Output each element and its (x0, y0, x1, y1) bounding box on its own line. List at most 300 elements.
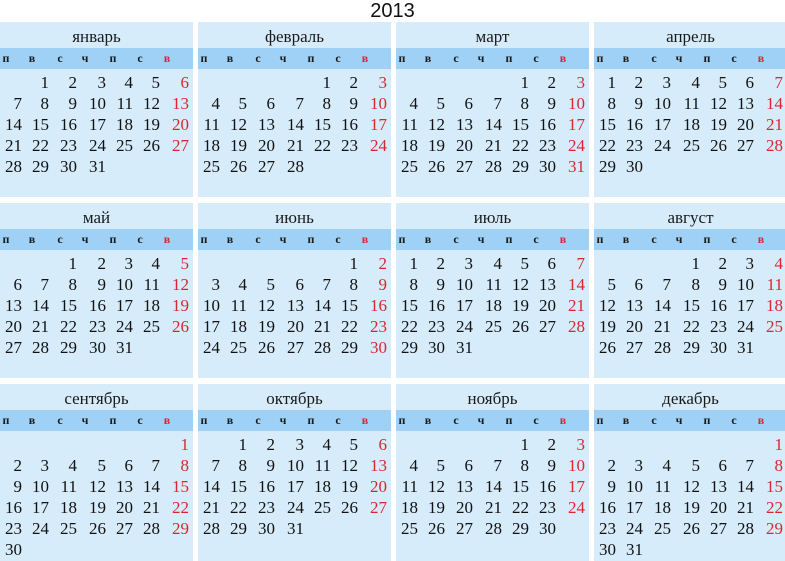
day-cell: 27 (370, 498, 387, 517)
day-cell: 13 (456, 477, 473, 496)
weekday-label: в (28, 51, 36, 65)
day-cell: 3 (97, 73, 106, 92)
day-cell: 16 (89, 296, 106, 315)
day-cell: 28 (203, 519, 220, 538)
day-grid (0, 250, 193, 359)
day-cell: 5 (436, 94, 445, 113)
day-cell: 14 (568, 275, 585, 294)
weekday-label: в (559, 413, 567, 427)
day-cell: 21 (287, 136, 304, 155)
day-cell: 17 (287, 477, 304, 496)
day-cell: 11 (683, 94, 700, 113)
day-cell: 21 (143, 498, 160, 517)
day-cell: 27 (116, 519, 133, 538)
day-cell: 28 (32, 338, 49, 357)
day-cell: 9 (607, 477, 616, 496)
day-cell: 25 (60, 519, 77, 538)
weekday-label: ч (477, 51, 485, 65)
day-cell: 29 (230, 519, 247, 538)
weekday-label: ч (675, 232, 683, 246)
day-cell: 25 (116, 136, 133, 155)
day-cell: 5 (238, 94, 247, 113)
day-cell: 10 (568, 94, 585, 113)
day-cell: 11 (230, 296, 247, 315)
day-cell: 31 (287, 519, 304, 538)
month-panel (396, 203, 589, 378)
weekday-label: с (255, 413, 261, 427)
day-cell: 5 (151, 73, 160, 92)
day-cell: 15 (683, 296, 700, 315)
day-cell: 11 (485, 275, 502, 294)
day-cell: 12 (89, 477, 106, 496)
day-cell: 13 (116, 477, 133, 496)
weekday-label: с (731, 232, 737, 246)
month-panel (396, 22, 589, 197)
day-cell: 21 (654, 317, 671, 336)
day-cell: 16 (539, 115, 556, 134)
day-cell: 15 (512, 477, 529, 496)
day-cell: 27 (626, 338, 643, 357)
day-cell: 20 (370, 477, 387, 496)
day-cell: 16 (60, 115, 77, 134)
day-cell: 15 (230, 477, 247, 496)
day-cell: 25 (143, 317, 160, 336)
day-cell: 15 (401, 296, 418, 315)
weekday-label: в (226, 413, 234, 427)
day-cell: 22 (512, 136, 529, 155)
day-cell: 12 (341, 456, 358, 475)
day-cell: 18 (60, 498, 77, 517)
weekday-header (198, 48, 391, 69)
day-cell: 7 (774, 73, 783, 92)
day-cell: 25 (401, 519, 418, 538)
day-cell: 6 (180, 73, 189, 92)
day-cell: 25 (654, 519, 671, 538)
day-cell: 1 (322, 73, 331, 92)
day-cell: 2 (266, 435, 275, 454)
day-cell: 15 (314, 115, 331, 134)
day-cell: 10 (203, 296, 220, 315)
day-cell: 9 (13, 477, 22, 496)
day-cell: 10 (737, 275, 754, 294)
day-cell: 20 (116, 498, 133, 517)
day-cell: 19 (258, 317, 275, 336)
day-cell: 26 (341, 498, 358, 517)
month-panel (198, 203, 391, 378)
day-cell: 11 (116, 94, 133, 113)
day-cell: 21 (203, 498, 220, 517)
day-cell: 2 (378, 254, 387, 273)
day-cell: 2 (349, 73, 358, 92)
day-cell: 14 (314, 296, 331, 315)
day-cell: 4 (662, 456, 671, 475)
weekday-label: в (163, 51, 171, 65)
day-cell: 4 (151, 254, 160, 273)
day-cell: 13 (710, 477, 727, 496)
day-cell: 1 (40, 73, 49, 92)
day-cell: 12 (710, 94, 727, 113)
day-cell: 30 (539, 519, 556, 538)
day-cell: 6 (547, 254, 556, 273)
day-cell: 29 (401, 338, 418, 357)
day-cell: 30 (89, 338, 106, 357)
day-cell: 15 (512, 115, 529, 134)
day-cell: 10 (654, 94, 671, 113)
day-cell: 17 (203, 317, 220, 336)
weekday-label: с (453, 413, 459, 427)
day-cell: 16 (710, 296, 727, 315)
day-cell: 16 (341, 115, 358, 134)
month-panel (198, 22, 391, 197)
weekday-label: с (651, 413, 657, 427)
day-cell: 16 (370, 296, 387, 315)
day-cell: 23 (599, 519, 616, 538)
day-cell: 15 (32, 115, 49, 134)
month-name: ноябрь (467, 389, 518, 408)
weekday-label: в (559, 51, 567, 65)
day-cell: 2 (718, 254, 727, 273)
weekday-label: в (361, 51, 369, 65)
weekday-label: ч (477, 232, 485, 246)
weekday-label: в (28, 413, 36, 427)
weekday-label: п (596, 232, 604, 246)
day-cell: 19 (428, 136, 445, 155)
day-cell: 30 (258, 519, 275, 538)
weekday-label: п (200, 51, 208, 65)
day-cell: 23 (89, 317, 106, 336)
day-cell: 9 (634, 94, 643, 113)
day-cell: 8 (774, 456, 783, 475)
day-cell: 14 (485, 115, 502, 134)
day-cell: 8 (607, 94, 616, 113)
day-cell: 2 (97, 254, 106, 273)
day-cell: 21 (766, 115, 783, 134)
day-cell: 3 (464, 254, 473, 273)
day-cell: 25 (401, 157, 418, 176)
day-cell: 24 (370, 136, 387, 155)
day-cell: 2 (436, 254, 445, 273)
weekday-label: п (703, 413, 711, 427)
day-cell: 1 (68, 254, 77, 273)
day-cell: 11 (401, 115, 418, 134)
day-cell: 3 (634, 456, 643, 475)
day-cell: 5 (718, 73, 727, 92)
day-cell: 13 (456, 115, 473, 134)
day-cell: 4 (211, 94, 220, 113)
day-cell: 31 (456, 338, 473, 357)
day-cell: 9 (718, 275, 727, 294)
day-cell: 26 (230, 157, 247, 176)
day-cell: 5 (607, 275, 616, 294)
day-cell: 6 (295, 275, 304, 294)
weekday-label: п (703, 51, 711, 65)
day-cell: 25 (485, 317, 502, 336)
weekday-label: п (398, 51, 406, 65)
day-cell: 15 (60, 296, 77, 315)
weekday-label: в (757, 232, 765, 246)
day-cell: 10 (626, 477, 643, 496)
day-cell: 9 (436, 275, 445, 294)
month-name: май (82, 208, 111, 227)
month-name: октябрь (266, 389, 323, 408)
day-cell: 29 (683, 338, 700, 357)
day-cell: 27 (5, 338, 22, 357)
day-cell: 28 (654, 338, 671, 357)
weekday-label: п (109, 413, 117, 427)
weekday-header (396, 229, 589, 250)
day-cell: 13 (626, 296, 643, 315)
day-cell: 8 (409, 275, 418, 294)
day-cell: 26 (599, 338, 616, 357)
day-cell: 8 (520, 94, 529, 113)
day-cell: 2 (547, 73, 556, 92)
day-cell: 15 (599, 115, 616, 134)
day-cell: 7 (322, 275, 331, 294)
day-cell: 22 (341, 317, 358, 336)
day-cell: 17 (89, 115, 106, 134)
day-cell: 20 (737, 115, 754, 134)
day-cell: 19 (341, 477, 358, 496)
weekday-label: ч (279, 51, 287, 65)
day-cell: 22 (599, 136, 616, 155)
day-cell: 7 (295, 94, 304, 113)
day-cell: 24 (89, 136, 106, 155)
day-cell: 3 (378, 73, 387, 92)
day-cell: 17 (116, 296, 133, 315)
day-cell: 23 (428, 317, 445, 336)
day-cell: 18 (401, 498, 418, 517)
day-cell: 19 (230, 136, 247, 155)
day-cell: 4 (322, 435, 331, 454)
day-grid (0, 69, 193, 178)
day-cell: 24 (456, 317, 473, 336)
day-grid (396, 431, 589, 540)
month-panel (0, 22, 193, 197)
day-cell: 21 (568, 296, 585, 315)
day-cell: 28 (485, 519, 502, 538)
day-cell: 11 (314, 456, 331, 475)
month-name: июль (473, 208, 512, 227)
weekday-header (396, 410, 589, 431)
day-cell: 29 (32, 157, 49, 176)
day-cell: 11 (766, 275, 783, 294)
weekday-label: п (596, 413, 604, 427)
day-cell: 1 (691, 254, 700, 273)
day-cell: 28 (314, 338, 331, 357)
day-cell: 22 (314, 136, 331, 155)
weekday-label: в (559, 232, 567, 246)
day-cell: 15 (766, 477, 783, 496)
day-cell: 10 (287, 456, 304, 475)
day-cell: 17 (32, 498, 49, 517)
day-cell: 16 (258, 477, 275, 496)
weekday-label: п (2, 232, 10, 246)
day-cell: 21 (5, 136, 22, 155)
day-cell: 6 (124, 456, 133, 475)
day-cell: 30 (60, 157, 77, 176)
day-cell: 18 (401, 136, 418, 155)
month-name: июнь (275, 208, 314, 227)
day-cell: 3 (745, 254, 754, 273)
day-cell: 3 (124, 254, 133, 273)
day-cell: 20 (456, 136, 473, 155)
weekday-label: с (453, 232, 459, 246)
day-cell: 26 (172, 317, 189, 336)
day-cell: 10 (32, 477, 49, 496)
day-cell: 16 (599, 498, 616, 517)
day-cell: 3 (576, 435, 585, 454)
day-cell: 14 (485, 477, 502, 496)
day-cell: 23 (710, 317, 727, 336)
weekday-label: п (2, 51, 10, 65)
day-cell: 1 (409, 254, 418, 273)
day-cell: 9 (97, 275, 106, 294)
day-cell: 29 (766, 519, 783, 538)
weekday-header (0, 410, 193, 431)
day-cell: 12 (512, 275, 529, 294)
day-cell: 27 (258, 157, 275, 176)
day-cell: 12 (258, 296, 275, 315)
day-cell: 17 (568, 477, 585, 496)
day-cell: 17 (568, 115, 585, 134)
day-cell: 11 (401, 477, 418, 496)
weekday-label: с (137, 232, 143, 246)
day-cell: 24 (203, 338, 220, 357)
day-cell: 20 (539, 296, 556, 315)
day-cell: 13 (287, 296, 304, 315)
day-cell: 5 (520, 254, 529, 273)
weekday-label: с (57, 51, 63, 65)
day-cell: 23 (258, 498, 275, 517)
day-cell: 19 (172, 296, 189, 315)
day-cell: 7 (13, 94, 22, 113)
day-cell: 24 (568, 136, 585, 155)
day-cell: 12 (428, 115, 445, 134)
day-cell: 6 (266, 94, 275, 113)
day-cell: 19 (428, 498, 445, 517)
day-grid (396, 69, 589, 178)
day-cell: 31 (626, 540, 643, 559)
day-cell: 4 (493, 254, 502, 273)
day-cell: 7 (493, 456, 502, 475)
day-cell: 9 (68, 94, 77, 113)
day-grid (0, 431, 193, 561)
day-cell: 9 (349, 94, 358, 113)
day-cell: 8 (349, 275, 358, 294)
day-cell: 24 (287, 498, 304, 517)
day-cell: 12 (230, 115, 247, 134)
day-cell: 23 (626, 136, 643, 155)
day-cell: 18 (683, 115, 700, 134)
day-cell: 9 (547, 456, 556, 475)
day-cell: 4 (409, 94, 418, 113)
day-grid (198, 250, 391, 359)
day-cell: 24 (568, 498, 585, 517)
day-cell: 10 (456, 275, 473, 294)
day-cell: 26 (258, 338, 275, 357)
month-name: январь (72, 27, 121, 46)
weekday-label: с (137, 51, 143, 65)
day-cell: 19 (683, 498, 700, 517)
day-cell: 17 (654, 115, 671, 134)
weekday-header (594, 229, 785, 250)
day-cell: 27 (456, 157, 473, 176)
day-cell: 7 (745, 456, 754, 475)
day-cell: 1 (520, 435, 529, 454)
weekday-header (594, 410, 785, 431)
day-cell: 20 (172, 115, 189, 134)
day-cell: 18 (230, 317, 247, 336)
day-cell: 30 (599, 540, 616, 559)
weekday-label: ч (279, 232, 287, 246)
day-cell: 9 (378, 275, 387, 294)
month-name: март (475, 27, 510, 46)
weekday-label: п (307, 232, 315, 246)
weekday-header (0, 229, 193, 250)
weekday-label: в (757, 51, 765, 65)
day-cell: 7 (662, 275, 671, 294)
day-cell: 13 (172, 94, 189, 113)
weekday-label: п (109, 232, 117, 246)
weekday-label: в (226, 232, 234, 246)
day-cell: 26 (710, 136, 727, 155)
month-panel (594, 22, 785, 197)
day-cell: 29 (512, 157, 529, 176)
day-cell: 6 (13, 275, 22, 294)
day-cell: 14 (654, 296, 671, 315)
day-cell: 18 (485, 296, 502, 315)
day-cell: 22 (32, 136, 49, 155)
day-cell: 13 (258, 115, 275, 134)
weekday-header (594, 48, 785, 69)
day-cell: 17 (626, 498, 643, 517)
day-cell: 1 (349, 254, 358, 273)
weekday-label: п (307, 413, 315, 427)
weekday-label: с (533, 232, 539, 246)
day-cell: 8 (520, 456, 529, 475)
day-cell: 17 (737, 296, 754, 315)
day-cell: 5 (266, 275, 275, 294)
day-cell: 26 (143, 136, 160, 155)
day-cell: 26 (428, 157, 445, 176)
day-cell: 18 (203, 136, 220, 155)
day-cell: 18 (314, 477, 331, 496)
weekday-label: в (622, 413, 630, 427)
day-grid (594, 250, 785, 359)
weekday-label: ч (477, 413, 485, 427)
day-cell: 14 (143, 477, 160, 496)
day-cell: 18 (654, 498, 671, 517)
weekday-label: в (622, 51, 630, 65)
day-grid (396, 250, 589, 359)
day-cell: 3 (40, 456, 49, 475)
day-cell: 4 (68, 456, 77, 475)
day-cell: 9 (547, 94, 556, 113)
day-cell: 7 (576, 254, 585, 273)
weekday-label: с (731, 51, 737, 65)
day-cell: 12 (683, 477, 700, 496)
weekday-label: с (533, 413, 539, 427)
day-cell: 24 (654, 136, 671, 155)
day-cell: 7 (151, 456, 160, 475)
day-cell: 27 (539, 317, 556, 336)
day-cell: 29 (341, 338, 358, 357)
day-cell: 23 (341, 136, 358, 155)
day-cell: 4 (774, 254, 783, 273)
weekday-label: п (398, 232, 406, 246)
day-cell: 20 (258, 136, 275, 155)
weekday-label: в (361, 413, 369, 427)
